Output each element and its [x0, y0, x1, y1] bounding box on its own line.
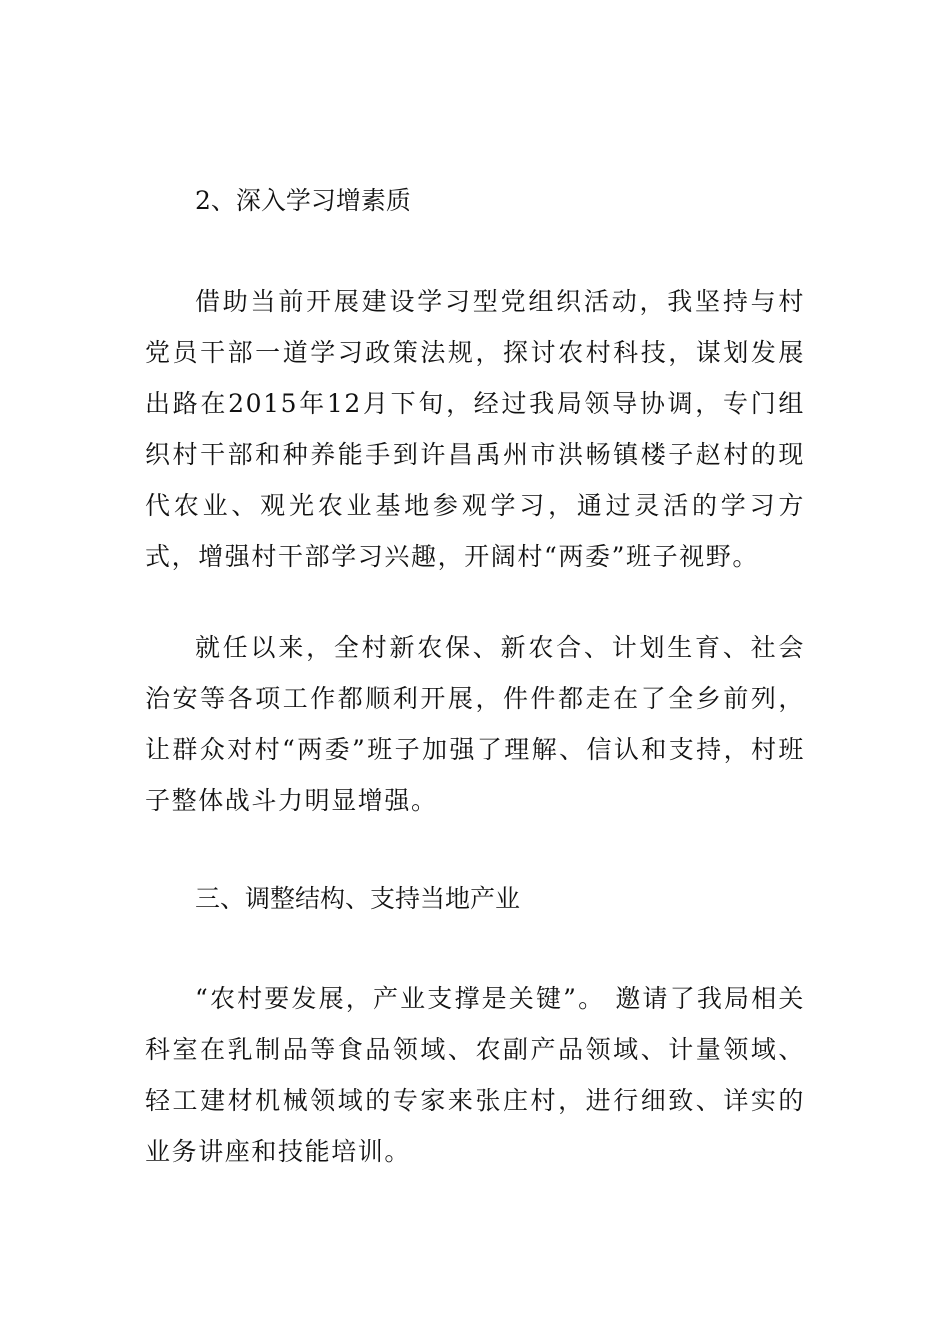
paragraph-work-progress: 就任以来，全村新农保、新农合、计划生育、社会治安等各项工作都顺利开展，件件都走在了全乡前列，让群众对村“两委”班子加强了理解、信认和支持，村班子整体战斗力明显增强。 — [145, 633, 805, 815]
paragraph-industry-support: “农村要发展，产业支撑是关键”。 邀请了我局相关科室在乳制品等食品领域、农副产品领域、计量领域、轻工建材机械领域的专家来张庄村，进行细致、详实的业务讲座和技能培训。 — [145, 984, 805, 1166]
section-heading-industry: 三、调整结构、支持当地产业 — [195, 884, 521, 913]
section-heading-study: 2、深入学习增素质 — [195, 186, 411, 215]
paragraph-study-activities: 借助当前开展建设学习型党组织活动，我坚持与村党员干部一道学习政策法规，探讨农村科技，谋划发展出路在2015年12月下旬，经过我局领导协调，专门组织村干部和种养能手到许昌禹州市洪畅镇楼子赵村的现代农业、观光农业基地参观学习，通过灵活的学习方式，增强村干部学习兴趣，开阔村“两委”班子视野。 — [145, 287, 805, 571]
